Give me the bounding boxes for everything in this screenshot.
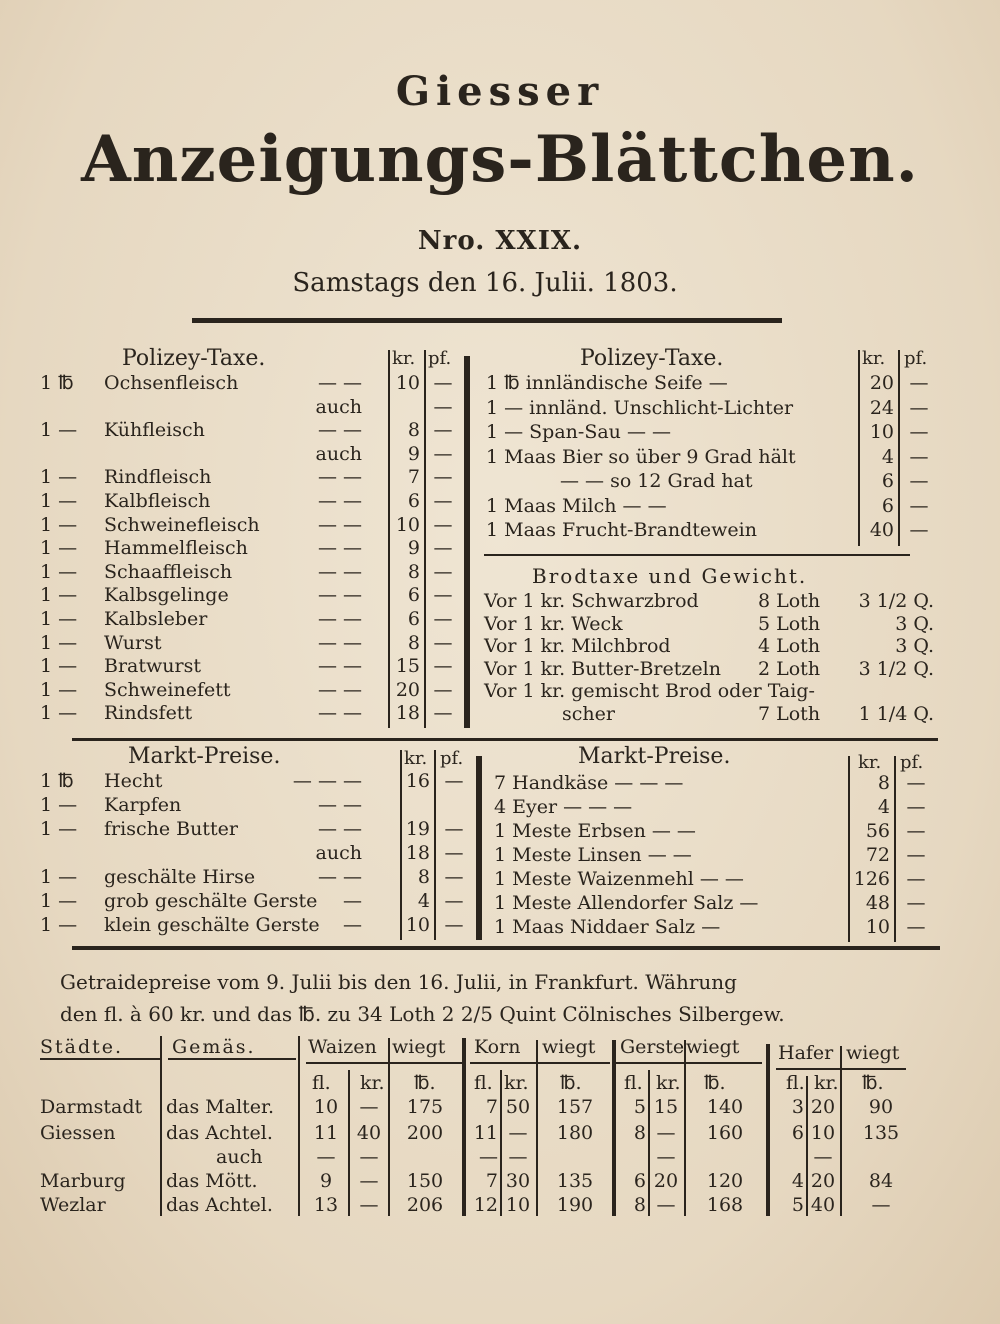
brod-item: Vor 1 kr. Butter-Bretzeln [484,657,721,680]
row-item: Kalbsleber [104,608,208,630]
row-quantity: 1 — [40,702,78,725]
row-pf: — [906,844,926,866]
getraide-k-lb: 135 [556,1170,594,1192]
getraide-w-lb: 206 [406,1194,444,1216]
row-item: 1 Meste Allendorfer Salz — [494,892,759,914]
row-kr: 4 [881,445,894,468]
getraide-k-fl: 12 [473,1194,498,1216]
row-item: Schweinefleisch [104,513,260,536]
brod-loth: 2 Loth [758,657,821,680]
subheader-lb: ℔. [862,1072,884,1094]
section-rule-2 [72,946,940,950]
header-staedte: Städte. [40,1036,124,1058]
getraide-g-fl: 8 [633,1194,646,1216]
row-kr: 10 [865,916,890,938]
row-item: Rindsfett [104,702,193,725]
row-pf: — [909,470,929,492]
getraide-w-fl: 10 [313,1096,339,1118]
getraide-k-fl: 7 [485,1170,498,1192]
row-dash: — — [317,490,362,512]
row-item: klein geschälte Gerste [104,914,320,936]
getraide-gemaes: das Malter. [166,1096,275,1118]
row-pf: — [444,890,464,912]
brod-loth: 8 Loth [758,590,821,612]
getraide-k-kr: 10 [505,1194,531,1216]
row-pf: — [433,560,453,583]
row-pf: — [444,770,464,792]
getraide-gemaes: das Achtel. [166,1194,273,1216]
row-pf: — [906,868,926,890]
markt-left-kr: kr. [404,748,428,769]
row-pf: — [433,631,453,654]
row-item: 1 Maas Bier so über 9 Grad hält [486,445,796,468]
row-item: 1 ℔ innländische Seife — [486,372,728,394]
header-korn: Korn [474,1036,521,1058]
row-item: 1 Maas Frucht-Brandtewein [486,519,757,541]
row-dash: — — [317,678,362,701]
row-kr: 8 [407,560,420,583]
row-kr: 8 [407,631,420,654]
row-pf: — [906,916,926,938]
row-pf: — [433,442,453,465]
row-pf: — [906,820,926,842]
getraide-w-kr: — [359,1146,379,1168]
row-item: Hecht [104,770,163,792]
row-dash: — — [317,537,362,560]
row-dash: auch [315,842,362,864]
getraide-w-kr: — [359,1194,379,1216]
masthead-title: Anzeigungs-Blättchen. [81,122,919,197]
brod-quint: 3 1/2 Q. [858,657,934,680]
row-kr: 9 [407,537,420,560]
polizey-left-pf: pf. [428,348,452,369]
subheader-kr: kr. [656,1072,681,1094]
getraide-k-kr: 30 [505,1170,531,1192]
getraide-k-lb: 190 [556,1194,594,1216]
getraide-h-lb: — [871,1194,891,1216]
row-item: Kalbfleisch [104,490,211,512]
getraide-w-fl: 13 [313,1194,339,1216]
getraide-g-lb: 140 [706,1096,744,1118]
row-item: 1 Meste Linsen — — [494,844,692,866]
row-dash: auch [315,442,362,465]
row-kr: 10 [395,372,420,394]
header-gemaes: Gemäs. [172,1036,256,1058]
row-pf: — [433,584,453,607]
row-item: geschälte Hirse [104,866,256,888]
row-dash: — — [317,655,362,678]
header-wiegt-3: wiegt [686,1036,740,1058]
row-item: Rindfleisch [104,466,212,489]
polizey-right-divider-2 [898,350,900,546]
brod-loth: 7 Loth [758,702,821,725]
row-pf: — [433,466,453,489]
row-quantity: 1 — [40,794,78,816]
row-dash: — — [317,466,362,489]
getraide-stadt: Marburg [40,1170,126,1192]
row-quantity: 1 — [40,513,78,536]
subheader-kr: kr. [360,1072,385,1094]
brod-loth: 5 Loth [758,612,821,635]
row-quantity: 1 — [40,866,78,888]
getraide-k-lb: 180 [556,1122,594,1144]
subheader-kr: kr. [814,1072,839,1094]
brod-quint: 3 Q. [895,612,934,635]
getraide-w-fl: 11 [313,1122,339,1144]
table-rule [298,1036,300,1216]
getraide-k-kr: 50 [505,1096,531,1118]
getraide-stadt: Giessen [40,1122,116,1144]
row-dash: — — [317,560,362,583]
row-kr: 18 [405,842,430,864]
row-kr: 4 [417,890,430,912]
row-kr: 8 [407,419,420,442]
getraide-h-fl: 4 [791,1170,804,1192]
row-pf: — [433,655,453,678]
row-pf: — [909,519,929,541]
row-pf: — [433,513,453,536]
getraide-h-lb: 135 [862,1122,900,1144]
row-quantity: 1 ℔ [40,770,74,792]
markt-right-divider-2 [894,756,896,942]
row-item: 1 Meste Erbsen — — [494,820,696,842]
subheader-fl: fl. [312,1072,331,1094]
row-item: 4 Eyer — — — [494,796,633,818]
row-kr: 10 [405,914,430,936]
table-rule [306,1062,466,1064]
getraide-k-lb: 157 [556,1096,594,1118]
row-pf: — [433,395,453,418]
getraide-gemaes: das Mött. [166,1170,258,1192]
polizey-right-rule [484,554,910,556]
table-rule [470,1062,610,1064]
table-rule [616,1062,762,1064]
getraide-g-fl: 5 [633,1096,646,1118]
getraide-h-kr: 20 [810,1096,836,1118]
getraide-w-kr: — [359,1170,379,1192]
polizey-left-title: Polizey-Taxe. [122,346,266,371]
brod-quint: 3 1/2 Q. [858,590,934,612]
getraide-k-fl: 7 [485,1096,498,1118]
row-kr: 126 [853,868,890,890]
row-kr: 19 [405,818,430,840]
row-pf: — [433,490,453,512]
subheader-kr: kr. [504,1072,529,1094]
row-pf: — [433,678,453,701]
row-dash: — — [317,513,362,536]
polizey-right-kr: kr. [862,348,886,369]
row-kr: 6 [881,470,894,492]
markt-right-title: Markt-Preise. [578,744,731,769]
brod-item: Vor 1 kr. Milchbrod [484,635,671,657]
row-item: 1 — Span-Sau — — [486,421,671,443]
row-quantity: 1 — [40,608,78,630]
row-pf: — [433,608,453,630]
markt-left-divider-2 [434,750,436,940]
table-rule [684,1040,686,1216]
subheader-fl: fl. [786,1072,805,1094]
header-rule [192,318,782,323]
table-rule [840,1046,842,1216]
column-divider [464,356,470,728]
row-kr: 6 [881,494,894,517]
subheader-lb: ℔. [560,1072,582,1094]
row-dash: — — [317,866,362,888]
row-pf: — [444,818,464,840]
row-pf: — [433,419,453,442]
row-item: 7 Handkäse — — — [494,772,684,794]
issue-number: Nro. XXIX. [417,226,583,256]
row-pf: — [433,537,453,560]
brodtaxe-title: Brodtaxe und Gewicht. [532,564,808,588]
row-pf: — [433,372,453,394]
getraide-intro-2: den fl. à 60 kr. und das ℔. zu 34 Loth 2 2/5 Quint Cölnisches Silbergew. [60,1002,785,1026]
getraide-h-kr: 10 [810,1122,836,1144]
markt-right-kr: kr. [858,752,882,773]
row-kr: 8 [417,866,430,888]
table-rule [160,1036,162,1216]
row-dash: — [343,890,362,912]
getraide-k-fl: — [479,1146,498,1168]
header-hafer: Hafer [778,1042,834,1064]
row-quantity: 1 — [40,818,78,840]
getraide-g-lb: 168 [706,1194,744,1216]
row-item: Ochsenfleisch [104,372,239,394]
row-kr: 7 [407,466,420,489]
row-quantity: 1 — [40,890,78,912]
row-kr: 4 [877,796,890,818]
getraide-w-fl: — [316,1146,336,1168]
row-quantity: 1 — [40,631,78,654]
row-pf: — [444,866,464,888]
getraide-g-fl: 6 [633,1170,646,1192]
getraide-h-kr: 40 [810,1194,836,1216]
getraide-h-lb: 84 [868,1170,894,1192]
row-kr: 10 [869,421,894,443]
getraide-stadt: Darmstadt [40,1096,143,1118]
row-dash: auch [315,395,362,418]
row-pf: — [433,702,453,725]
row-kr: 10 [395,513,420,536]
brod-loth: 4 Loth [758,635,821,657]
row-dash: — — [317,584,362,607]
getraide-h-fl: 5 [791,1194,804,1216]
getraide-intro-1: Getraidepreise vom 9. Julii bis den 16. Julii, in Frankfurt. Währung [60,970,737,994]
getraide-h-kr: 20 [810,1170,836,1192]
row-dash: — — [317,631,362,654]
getraide-k-kr: — [508,1122,528,1144]
row-pf: — [909,494,929,517]
row-kr: 48 [865,892,890,914]
row-item: — — so 12 Grad hat [560,470,753,492]
row-quantity: 1 — [40,537,78,560]
row-item: 1 Maas Milch — — [486,494,667,517]
row-kr: 20 [869,372,894,394]
row-quantity: 1 — [40,490,78,512]
row-item: Karpfen [104,794,182,816]
getraide-k-fl: 11 [473,1122,498,1144]
markt-left-title: Markt-Preise. [128,744,281,769]
row-item: Schweinefett [104,678,231,701]
row-pf: — [909,421,929,443]
brod-item: scher [562,702,615,725]
brod-quint: 3 Q. [895,635,934,657]
row-item: grob geschälte Gerste [104,890,318,912]
brod-item: Vor 1 kr. Schwarzbrod [484,590,699,612]
subheader-fl: fl. [474,1072,493,1094]
table-rule [168,1058,296,1060]
row-item: Wurst [104,631,162,654]
getraide-k-kr: — [508,1146,528,1168]
getraide-g-kr: 20 [653,1170,679,1192]
brod-item: Vor 1 kr. gemischt Brod oder Taig- [484,680,815,702]
row-item: Bratwurst [104,655,201,678]
getraide-g-fl: 8 [633,1122,646,1144]
table-rule [348,1070,350,1216]
getraide-g-kr: — [656,1194,676,1216]
getraide-g-lb: 160 [706,1122,744,1144]
polizey-left-divider-2 [424,350,426,728]
getraide-w-kr: 40 [356,1122,382,1144]
brod-item: Vor 1 kr. Weck [484,612,623,635]
row-quantity: 1 — [40,560,78,583]
row-kr: 6 [407,608,420,630]
polizey-left-kr: kr. [392,348,416,369]
row-item: 1 Maas Niddaer Salz — [494,916,721,938]
row-item: Kühfleisch [104,419,205,442]
row-pf: — [909,445,929,468]
row-kr: 16 [405,770,430,792]
header-gerste: Gerste [620,1036,685,1058]
row-dash: — — [317,608,362,630]
getraide-gemaes: auch [216,1146,263,1168]
row-quantity: 1 — [40,678,78,701]
markt-column-divider [476,756,482,940]
markt-right-pf: pf. [900,752,924,773]
row-pf: — [906,892,926,914]
brod-quint: 1 1/4 Q. [858,702,934,725]
row-kr: 40 [869,519,894,541]
polizey-right-title: Polizey-Taxe. [580,346,724,371]
row-item: 1 — innländ. Unschlicht-Lichter [486,396,794,419]
masthead-line1: Giesser [395,68,605,115]
row-item: Hammelfleisch [104,537,248,560]
row-kr: 8 [877,772,890,794]
getraide-h-fl: 3 [791,1096,804,1118]
table-rule [388,1038,390,1216]
getraide-stadt: Wezlar [40,1194,106,1216]
row-kr: 56 [865,820,890,842]
row-quantity: 1 ℔ [40,372,74,394]
subheader-fl: fl. [624,1072,643,1094]
getraide-w-lb: 200 [406,1122,444,1144]
row-kr: 15 [395,655,420,678]
row-dash: — — [317,818,362,840]
row-item: frische Butter [104,818,238,840]
getraide-g-kr: — [656,1122,676,1144]
markt-left-pf: pf. [440,748,464,769]
row-kr: 9 [407,442,420,465]
row-kr: 72 [865,844,890,866]
getraide-h-kr: — [813,1146,833,1168]
table-rule [40,1058,160,1060]
row-quantity: 1 — [40,419,78,442]
getraide-g-lb: 120 [706,1170,744,1192]
row-pf: — [444,914,464,936]
getraide-gemaes: das Achtel. [166,1122,273,1144]
getraide-w-fl: 9 [319,1170,333,1192]
header-wiegt-2: wiegt [542,1036,596,1058]
row-pf: — [909,396,929,419]
subheader-lb: ℔. [704,1072,726,1094]
subheader-lb: ℔. [414,1072,436,1094]
row-pf: — [444,842,464,864]
row-quantity: 1 — [40,466,78,489]
row-dash: — [343,914,362,936]
row-kr: 6 [407,490,420,512]
row-item: 1 Meste Waizenmehl — — [494,868,744,890]
row-dash: — — [317,794,362,816]
row-pf: — [906,772,926,794]
row-dash: — — — [292,770,362,792]
row-dash: — — [317,702,362,725]
row-kr: 24 [869,396,894,419]
row-dash: — — [317,372,362,394]
row-item: Schaaffleisch [104,560,233,583]
table-rule [536,1040,538,1216]
row-dash: — — [317,419,362,442]
polizey-right-pf: pf. [904,348,928,369]
header-wiegt-1: wiegt [392,1036,446,1058]
getraide-w-kr: — [359,1096,379,1118]
section-rule-1 [72,738,938,741]
row-quantity: 1 — [40,655,78,678]
row-kr: 6 [407,584,420,607]
row-item: Kalbsgelinge [104,584,229,607]
header-waizen: Waizen [308,1036,377,1058]
row-kr: 20 [395,678,420,701]
row-quantity: 1 — [40,584,78,607]
getraide-g-kr: — [656,1146,676,1168]
row-kr: 18 [395,702,420,725]
row-pf: — [909,372,929,394]
getraide-w-lb: 175 [406,1096,444,1118]
getraide-g-kr: 15 [653,1096,679,1118]
getraide-h-fl: 6 [791,1122,804,1144]
row-quantity: 1 — [40,914,78,936]
issue-date: Samstags den 16. Julii. 1803. [292,268,678,298]
getraide-w-lb: 150 [406,1170,444,1192]
row-pf: — [906,796,926,818]
header-wiegt-4: wiegt [846,1042,900,1064]
getraide-h-lb: 90 [868,1096,894,1118]
